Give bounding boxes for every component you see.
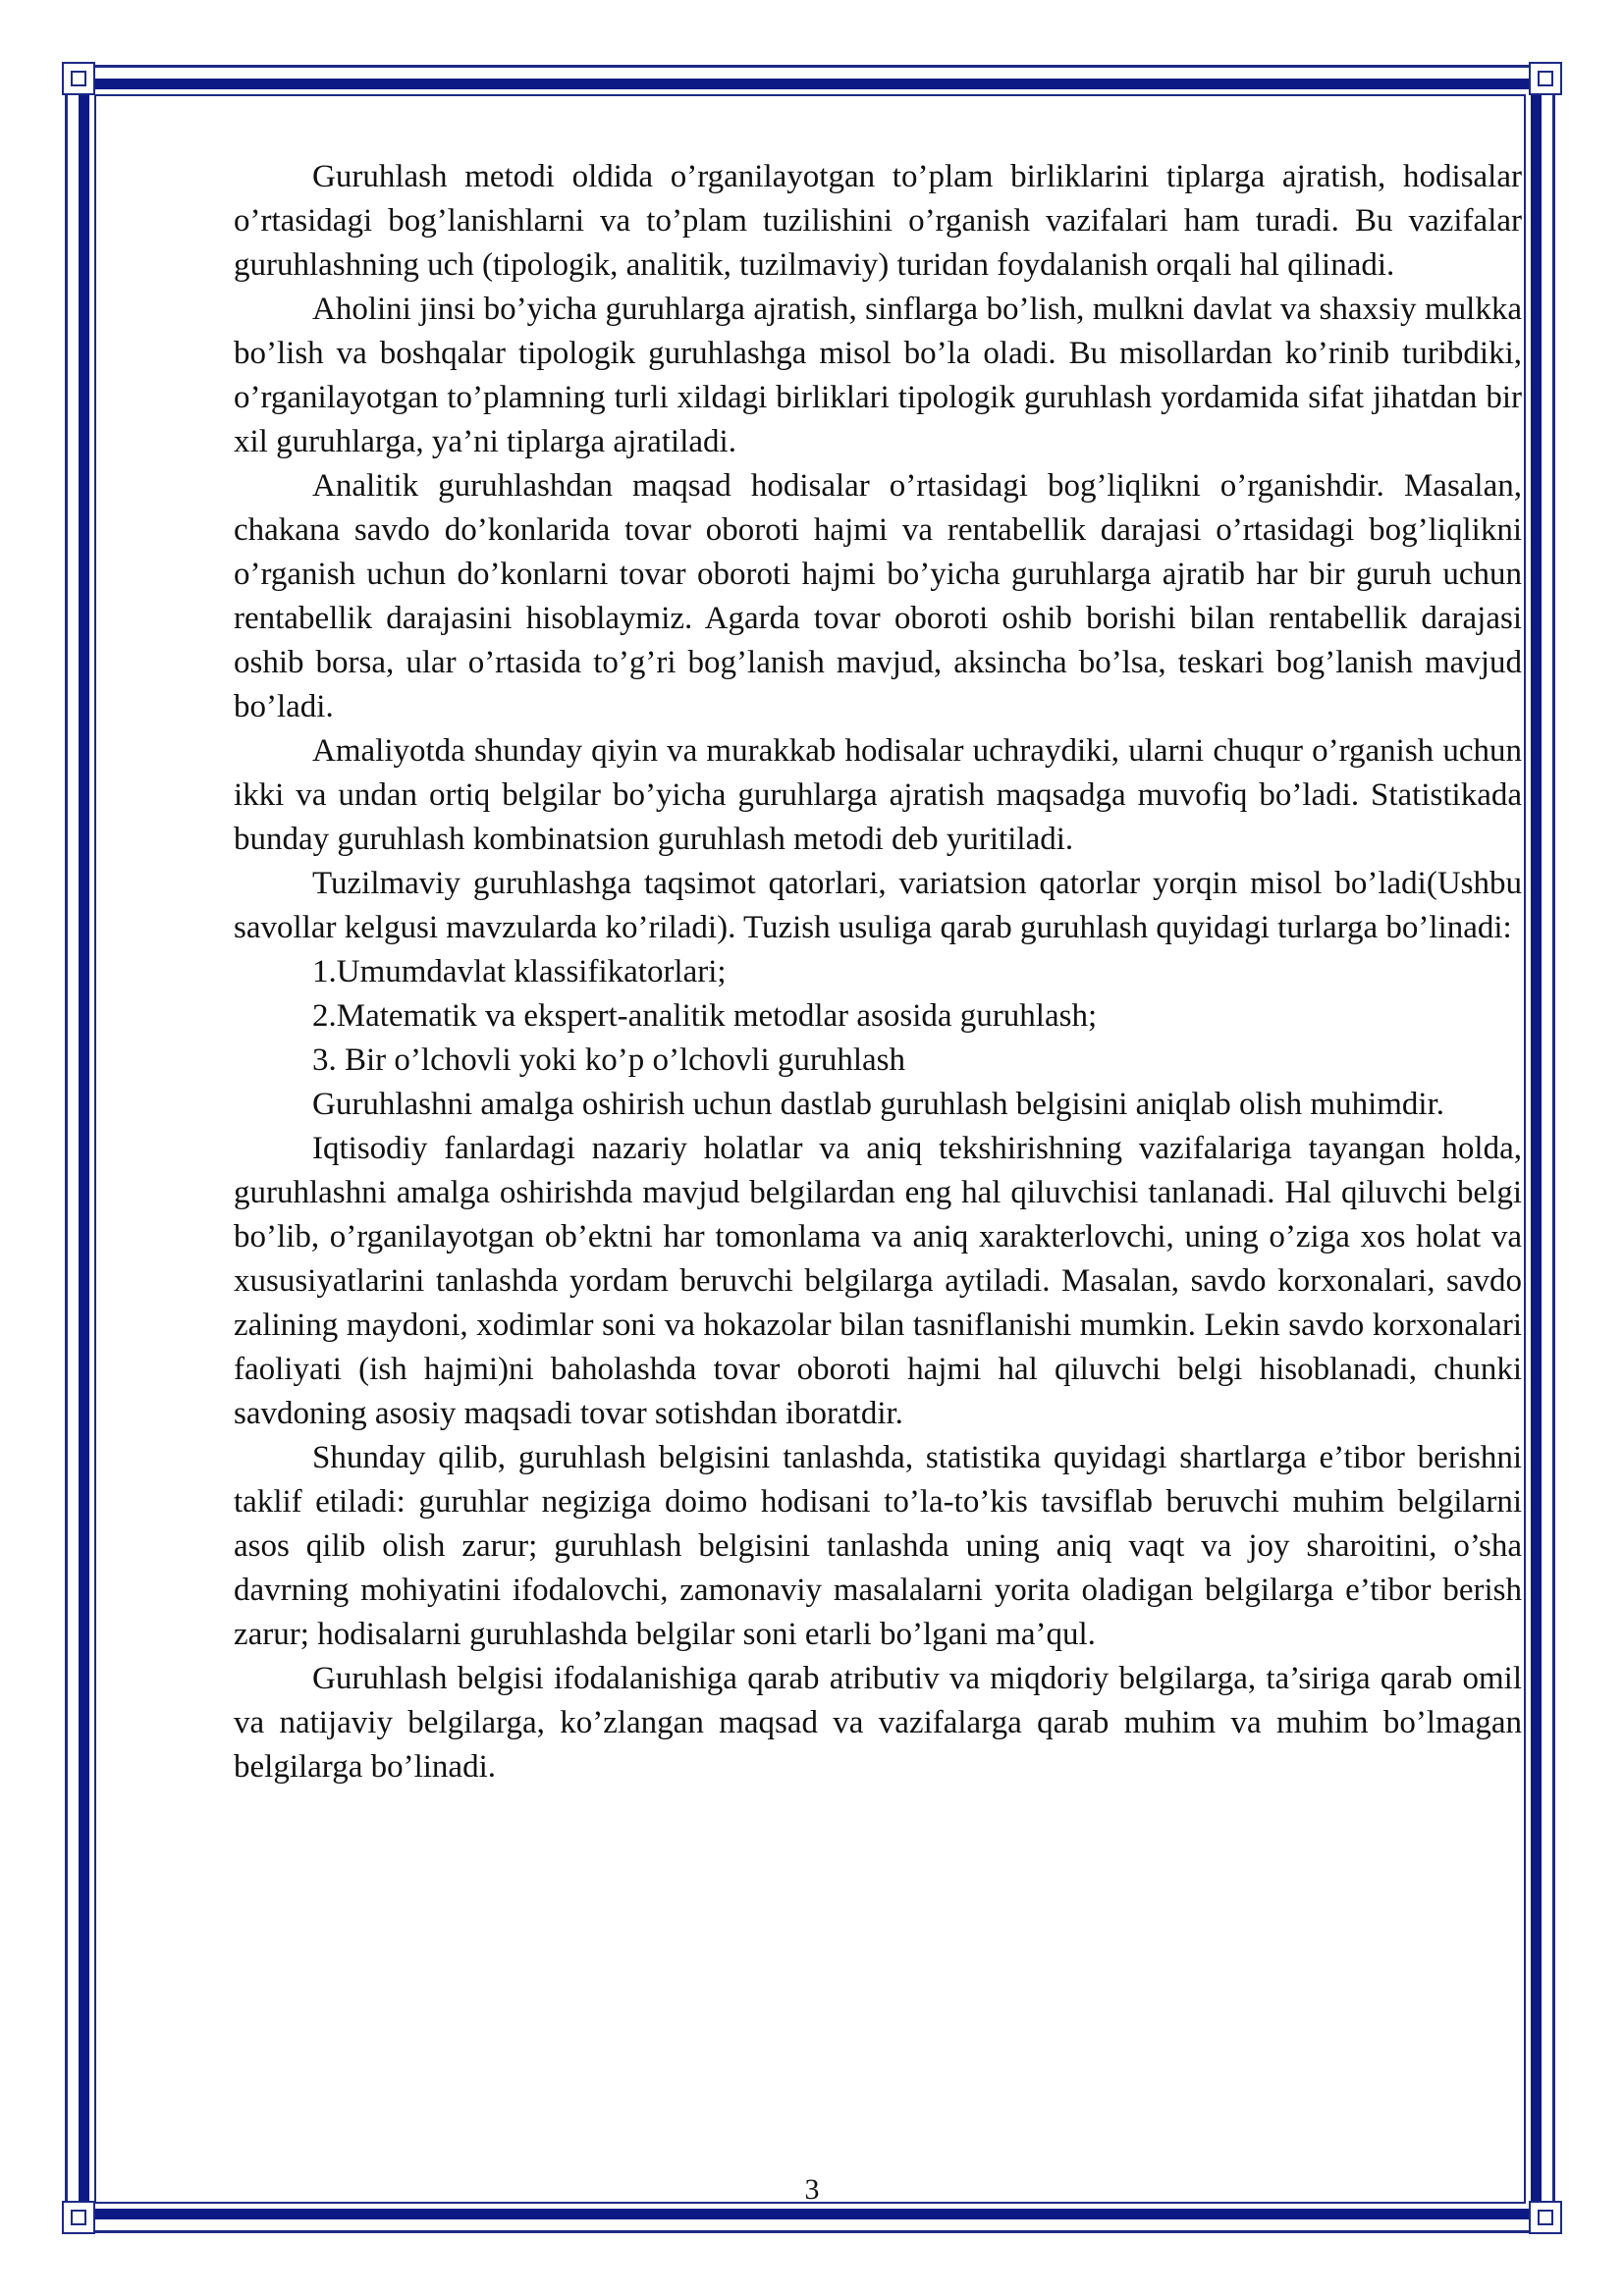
list-item: 1.Umumdavlat klassifikatorlari; (312, 954, 727, 989)
border-corner-ornament (62, 62, 95, 95)
list-item: 3. Bir o’lchovli yoki ko’p o’lchovli guruhlash (312, 1042, 906, 1078)
paragraph: Shunday qilib, guruhlash belgisini tanlashda, statistika quyidagi shartlarga e’tibor berishni taklif etiladi: guruhlar negiziga doimo hodisani to’la-to’kis tavsiflab beruvchi muhim belgilarni asos qilib olish zarur; guruhlash belgisini tanlashda uning aniq vaqt va joy sharoitini, o’sha davrning mohiyatini ifodalovchi, zamonaviy masalalarni yorita oladigan belgilarga e’tibor berish zarur; hodisalarni guruhlashda belgilar soni etarli bo’lgani ma’qul. (234, 1440, 1522, 1652)
border-corner-ornament (1529, 2201, 1562, 2234)
paragraph: Guruhlash belgisi ifodalanishiga qarab atributiv va miqdoriy belgilarga, ta’siriga qarab omil va natijaviy belgilarga, ko’zlangan maqsad va vazifalarga qarab muhim va muhim bo’lmagan belgilarga bo’linadi. (234, 1661, 1522, 1785)
paragraph: Aholini jinsi bo’yicha guruhlarga ajratish, sinflarga bo’lish, mulkni davlat va shaxsiy mulkka bo’lish va boshqalar tipologik guruhlashga misol bo’la oladi. Bu misollardan ko’rinib turibdiki, o’rganilayotgan to’plamning turli xildagi birliklari tipologik guruhlash yordamida sifat jihatdan bir xil guruhlarga, ya’ni tiplarga ajratiladi. (234, 292, 1522, 459)
paragraph: Tuzilmaviy guruhlashga taqsimot qatorlari, variatsion qatorlar yorqin misol bo’ladi(Ushbu savollar kelgusi mavzularda ko’riladi). Tuzish usuliga qarab guruhlash quyidagi turlarga bo’linadi: (234, 866, 1522, 945)
paragraph: Guruhlashni amalga oshirish uchun dastlab guruhlash belgisini aniqlab olish muhimdir. (312, 1087, 1445, 1122)
border-corner-ornament (62, 2201, 95, 2234)
paragraph: Analitik guruhlashdan maqsad hodisalar o’rtasidagi bog’liqlikni o’rganishdir. Masalan, chakana savdo do’konlarida tovar oboroti hajmi va rentabellik darajasi o’rtasidagi bog’liqlikni o’rganish uchun do’konlarni tovar oboroti hajmi bo’yicha guruhlarga ajratib har bir guruh uchun rentabellik darajasini hisoblaymiz. Agarda tovar oboroti oshib borishi bilan rentabellik darajasi oshib borsa, ular o’rtasida to’g’ri bog’lanish mavjud, aksincha bo’lsa, teskari bog’lanish mavjud bo’ladi. (234, 468, 1522, 724)
document-body (234, 155, 1522, 1789)
border-corner-ornament (1529, 62, 1562, 95)
list-item: 2.Matematik va ekspert-analitik metodlar asosida guruhlash; (312, 998, 1098, 1034)
paragraph: Iqtisodiy fanlardagi nazariy holatlar va aniq tekshirishning vazifalariga tayangan holda, guruhlashni amalga oshirishda mavjud belgilardan eng hal qiluvchisi tanlanadi. Hal qiluvchi belgi bo’lib, o’rganilayotgan ob’ektni har tomonlama va aniq xarakterlovchi, uning o’ziga xos holat va xususiyatlarini tanlashda yordam beruvchi belgilarga aytiladi. Masalan, savdo korxonalari, savdo zalining maydoni, xodimlar soni va hokazolar bilan tasniflanishi mumkin. Lekin savdo korxonalari faoliyati (ish hajmi)ni baholashda tovar oboroti hajmi hal qiluvchi belgi hisoblanadi, chunki savdoning asosiy maqsadi tovar sotishdan iboratdir. (234, 1131, 1522, 1431)
paragraph: Guruhlash metodi oldida o’rganilayotgan to’plam birliklarini tiplarga ajratish, hodisalar o’rtasidagi bog’lanishlarni va to’plam tuzilishini o’rganish vazifalari ham turadi. Bu vazifalar guruhlashning uch (tipologik, analitik, tuzilmaviy) turidan foydalanish orqali hal qilinadi. (234, 159, 1522, 283)
page-number: 3 (804, 2173, 820, 2206)
paragraph: Amaliyotda shunday qiyin va murakkab hodisalar uchraydiki, ularni chuqur o’rganish uchun ikki va undan ortiq belgilar bo’yicha guruhlarga ajratish maqsadga muvofiq bo’ladi. Statistikada bunday guruhlash kombinatsion guruhlash metodi deb yuritiladi. (234, 733, 1522, 857)
